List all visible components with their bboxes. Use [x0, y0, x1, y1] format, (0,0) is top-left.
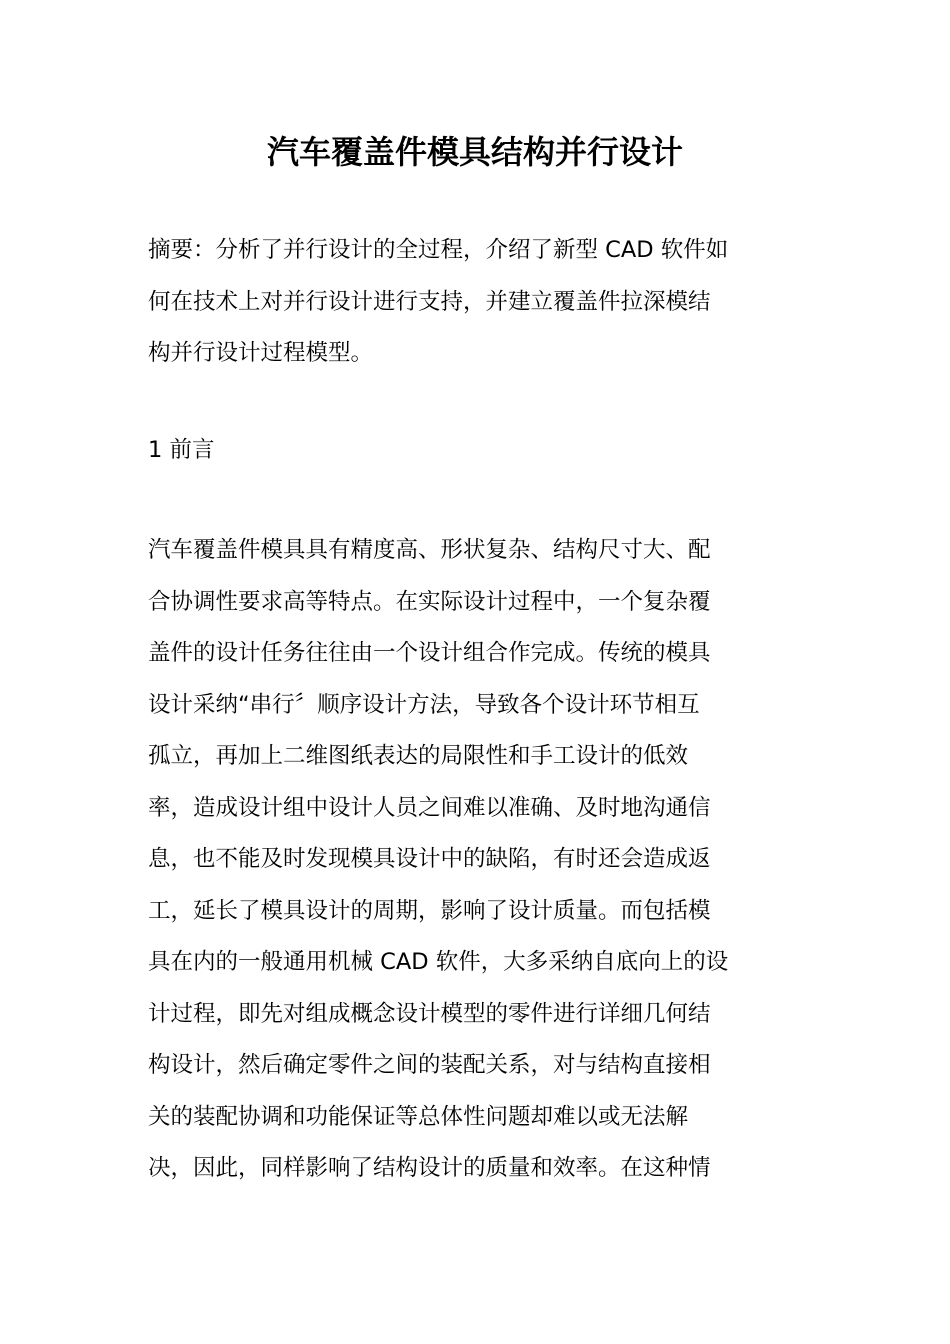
body-line: 盖件的设计任务往往由一个设计组合作完成。传统的模具 — [148, 640, 711, 666]
document-title: 汽车覆盖件模具结构并行设计 — [266, 133, 683, 171]
body-line: 工，延长了模具设计的周期，影响了设计质量。而包括模 — [148, 897, 711, 924]
abstract-line: 摘要：分析了并行设计的全过程，介绍了新型 CAD 软件如 — [148, 237, 729, 263]
abstract-line: 构并行设计过程模型。 — [148, 340, 374, 366]
body-line: 计过程，即先对组成概念设计模型的零件进行详细几何结 — [148, 1000, 711, 1027]
body-line: 设计采纳“串行〞顺序设计方法，导致各个设计环节相互 — [148, 691, 700, 718]
body-line: 关的装配协调和功能保证等总体性问题却难以或无法解 — [148, 1103, 689, 1130]
body-line: 构设计，然后确定零件之间的装配关系，对与结构直接相 — [148, 1052, 711, 1078]
abstract-paragraph — [148, 225, 808, 380]
abstract-line: 何在技术上对并行设计进行支持，并建立覆盖件拉深模结 — [148, 288, 711, 315]
body-line: 率，造成设计组中设计人员之间难以准确、及时地沟通信 — [148, 794, 711, 821]
body-line: 合协调性要求高等特点。在实际设计过程中，一个复杂覆 — [148, 588, 711, 615]
body-line: 决，因此，同样影响了结构设计的质量和效率。在这种情 — [148, 1155, 711, 1181]
body-line: 息，也不能及时发现模具设计中的缺陷，有时还会造成返 — [148, 846, 711, 872]
section-heading — [148, 425, 808, 477]
body-line: 汽车覆盖件模具具有精度高、形状复杂、结构尺寸大、配 — [148, 537, 711, 563]
body-paragraph — [148, 525, 808, 1195]
body-line: 具在内的一般通用机械 CAD 软件，大多采纳自底向上的设 — [148, 949, 729, 975]
section-heading-text: 1 前言 — [148, 437, 215, 463]
body-line: 孤立，再加上二维图纸表达的局限性和手工设计的低效 — [148, 743, 689, 769]
